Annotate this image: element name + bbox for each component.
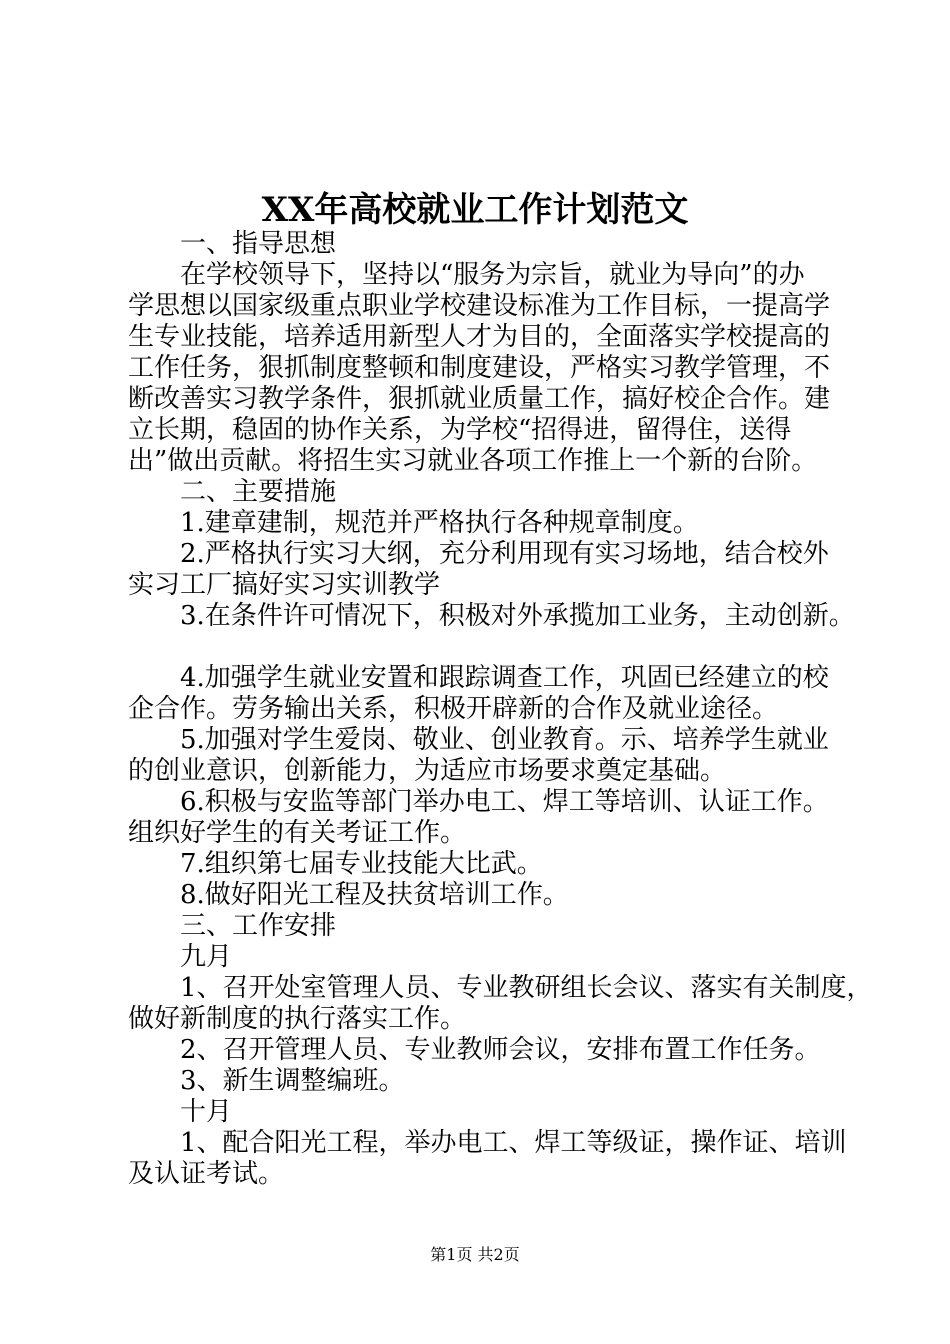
list-item: 1.建章建制，规范并严格执行各种规章制度。 [180, 508, 699, 538]
section-heading-guiding-ideas: 一、指导思想 [180, 229, 337, 259]
month-heading-october: 十月 [180, 1097, 233, 1127]
list-item: 8.做好阳光工程及扶贫培训工作。 [180, 880, 569, 910]
paragraph-line: 断改善实习教学条件，狠抓就业质量工作，搞好校企合作。建 [128, 384, 831, 414]
list-item-continuation: 组织好学生的有关考证工作。 [128, 818, 467, 848]
list-item-continuation: 实习工厂搞好实习实训教学 [128, 570, 441, 600]
document-title: XX年高校就业工作计划范文 [261, 190, 689, 230]
page-footer: 第1页 共2页 [430, 1245, 520, 1264]
list-item: 5.加强对学生爱岗、敬业、创业教育。示、培养学生就业 [180, 725, 829, 755]
section-heading-main-measures: 二、主要措施 [180, 477, 337, 507]
list-item: 3.在条件许可情况下，积极对外承揽加工业务，主动创新。 [180, 601, 855, 631]
paragraph-line: 立长期，稳固的协作关系，为学校“招得进，留得住，送得 [128, 415, 792, 445]
month-heading-september: 九月 [180, 942, 233, 972]
paragraph-line: 工作任务，狠抓制度整顿和制度建设，严格实习教学管理，不 [128, 353, 831, 383]
list-item: 1、召开处室管理人员、专业教研组长会议、落实有关制度， [180, 973, 873, 1003]
blank-line [128, 632, 848, 663]
list-item: 7.组织第七届专业技能大比武。 [180, 849, 543, 879]
list-item-continuation: 的创业意识，创新能力，为适应市场要求奠定基础。 [128, 756, 727, 786]
paragraph-line: 出”做出贡献。将招生实习就业各项工作推上一个新的台阶。 [128, 446, 818, 476]
paragraph-line: 学思想以国家级重点职业学校建设标准为工作目标，一提高学 [128, 291, 831, 321]
section-heading-work-schedule: 三、工作安排 [180, 911, 337, 941]
list-item: 2、召开管理人员、专业教师会议，安排布置工作任务。 [180, 1035, 821, 1065]
paragraph-line: 在学校领导下，坚持以“服务为宗旨，就业为导向”的办 [180, 260, 805, 290]
list-item-continuation: 及认证考试。 [128, 1159, 285, 1189]
list-item: 1、配合阳光工程，举办电工、焊工等级证，操作证、培训 [180, 1128, 847, 1158]
list-item-continuation: 企合作。劳务输出关系，积极开辟新的合作及就业途径。 [128, 694, 779, 724]
list-item: 2.严格执行实习大纲，充分利用现有实习场地，结合校外 [180, 539, 829, 569]
list-item-continuation: 做好新制度的执行落实工作。 [128, 1004, 467, 1034]
document-body [128, 229, 873, 1190]
paragraph-line: 生专业技能，培养适用新型人才为目的，全面落实学校提高的 [128, 322, 831, 352]
list-item: 3、新生调整编班。 [180, 1066, 405, 1096]
list-item: 6.积极与安监等部门举办电工、焊工等培训、认证工作。 [180, 787, 829, 817]
list-item: 4.加强学生就业安置和跟踪调查工作，巩固已经建立的校 [180, 663, 829, 693]
